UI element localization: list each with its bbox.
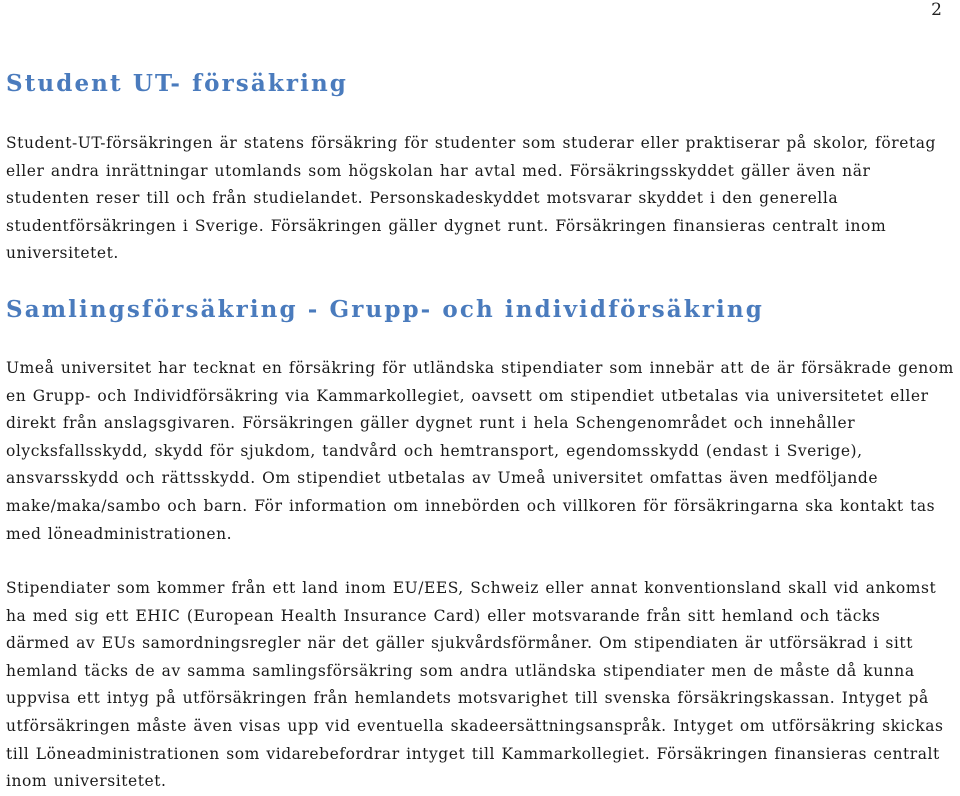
- section-heading-student-ut: Student UT- försäkring: [6, 70, 348, 97]
- section-heading-samlingsforsakring: Samlingsförsäkring - Grupp- och individförsäkring: [6, 296, 764, 323]
- paragraph-samlingsforsakring-intro: Umeå universitet har tecknat en försäkring för utländska stipendiater som innebär att de är försäkrade genom en Grupp- och Individförsäkring via Kammarkollegiet, oavsett om stipendiet utbetalas via universitetet eller direkt från anslagsgivaren. Försäkringen gäller dygnet runt i hela Schengenområdet och innehåller olycksfallsskydd, skydd för sjukdom, tandvård och hemtransport, egendomsskydd (endast i Sverige), ansvarsskydd och rättsskydd. Om stipendiet utbetalas av Umeå universitet omfattas även medföljande make/maka/sambo och barn. För information om innebörden och villkoren för försäkringarna ska kontakt tas med löneadministrationen.: [6, 359, 954, 543]
- paragraph-student-ut: Student-UT-försäkringen är statens försäkring för studenter som studerar eller praktiserar på skolor, företag eller andra inrättningar utomlands som högskolan har avtal med. Försäkringsskyddet gäller även när studenten reser till och från studielandet. Personskadeskyddet motsvarar skyddet i den generella studentförsäkringen i Sverige. Försäkringen gäller dygnet runt. Försäkringen finansieras centralt inom universitetet.: [6, 134, 936, 263]
- paragraph-stipendiater-eu: Stipendiater som kommer från ett land inom EU/EES, Schweiz eller annat konventionsland skall vid ankomst ha med sig ett EHIC (European Health Insurance Card) eller motsvarande från sitt hemland och täcks därmed av EUs samordningsregler när det gäller sjukvårdsförmåner. Om stipendiaten är utförsäkrad i sitt hemland täcks de av samma samlingsförsäkring som andra utländska stipendiater men de måste då kunna uppvisa ett intyg på utförsäkringen från hemlandets motsvarighet till svenska försäkringskassan. Intyget på utförsäkringen måste även visas upp vid eventuella skadeersättningsanspråk. Intyget om utförsäkring skickas till Löneadministrationen som vidarebefordrar intyget till Kammarkollegiet. Försäkringen finansieras centralt inom universitetet.: [6, 579, 944, 791]
- page-number: 2: [931, 0, 942, 20]
